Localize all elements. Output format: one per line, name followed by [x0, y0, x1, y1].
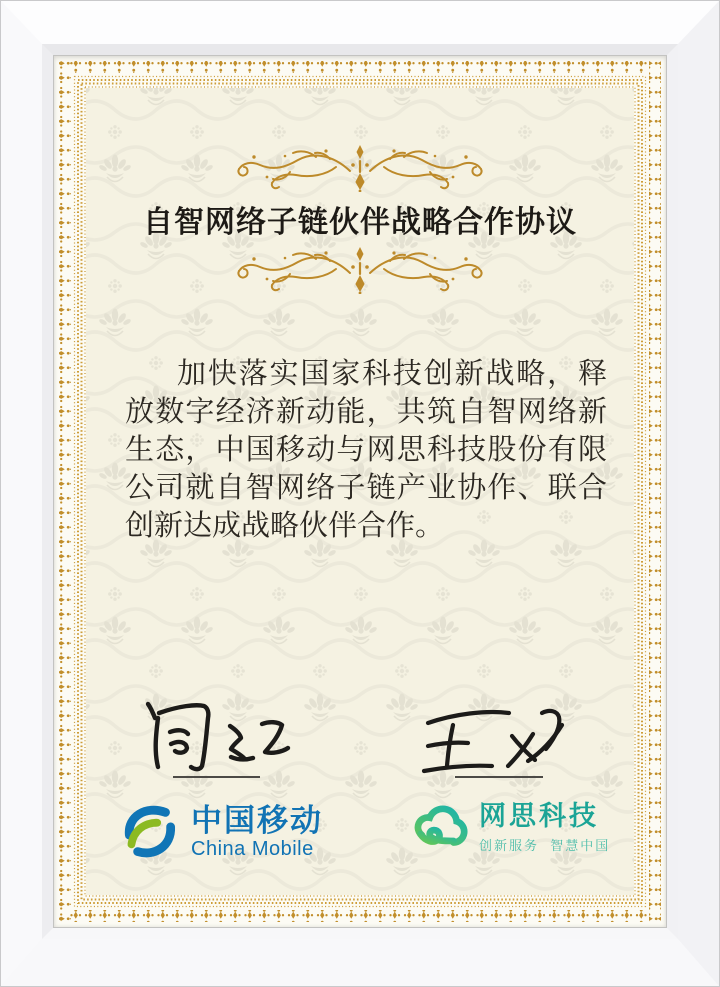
certificate-paper	[54, 56, 666, 927]
signature-left-underline	[173, 776, 260, 778]
wangsi-logo	[406, 798, 610, 856]
china-mobile-logo-icon	[118, 800, 182, 864]
china-mobile-name-cn: 中国移动	[191, 803, 323, 838]
body-line: 创新达成战略伙伴合作。	[125, 510, 445, 542]
flourish-divider-bottom	[230, 246, 490, 294]
signature-right-handwriting	[416, 701, 571, 776]
certificate-body	[125, 355, 607, 545]
wangsi-tagline: 创新服务 智慧中国	[479, 837, 611, 853]
signature-left-handwriting	[134, 696, 294, 776]
flourish-divider-top	[230, 144, 490, 192]
body-line: 放数字经济新动能，共筑自智网络新	[125, 396, 607, 428]
china-mobile-logo	[118, 800, 323, 864]
wangsi-name-cn: 网思科技	[479, 800, 599, 831]
body-line: 加快落实国家科技创新战略，释	[177, 358, 607, 390]
wangsi-cloud-logo-icon	[406, 798, 468, 856]
body-line: 公司就自智网络子链产业协作、联合	[125, 472, 607, 504]
body-line: 生态，中国移动与网思科技股份有限	[125, 434, 607, 466]
china-mobile-name-en: China Mobile	[191, 838, 314, 860]
signature-right-underline	[455, 776, 543, 778]
certificate-title: 自智网络子链伙伴战略合作协议	[143, 206, 577, 239]
